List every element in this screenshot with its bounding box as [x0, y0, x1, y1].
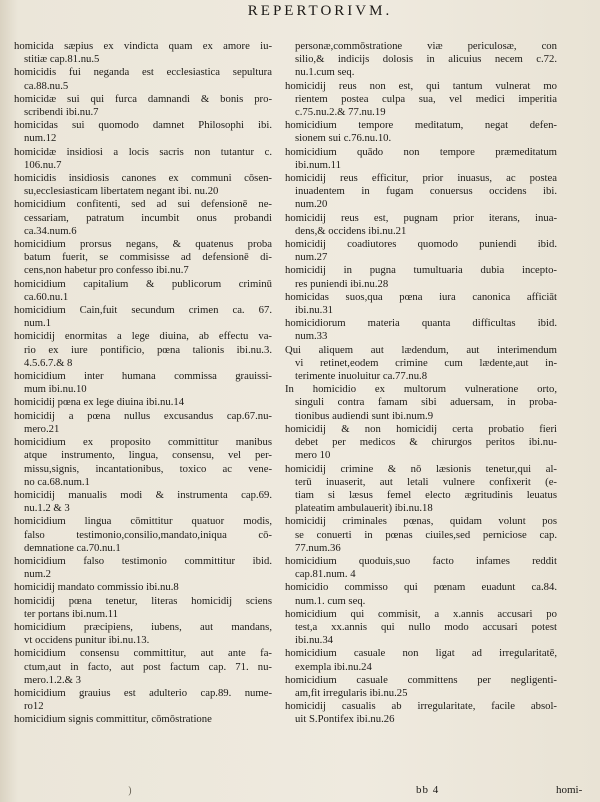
index-line: missu,signis, incantationibus, toxico ac vene- [24, 462, 272, 475]
index-line: num.1. cum seq. [295, 594, 366, 607]
index-line: mero 10 [295, 449, 331, 462]
running-header: REPERTORIVM. [247, 3, 393, 19]
index-line: falso testimonio,consilio,mandato,iniqua cō- [24, 528, 272, 541]
index-line: homicidium tempore meditatum, negat defen- [285, 119, 557, 132]
index-line: homicidio commisso qui pœnam euadunt ca.84. [285, 581, 557, 594]
index-line: debet per medicos & chirurgos peritos ibi.nu- [295, 436, 557, 449]
index-line: mum ibi.nu.10 [24, 383, 87, 396]
index-line: uit S.Pontifex ibi.nu.26 [295, 713, 395, 726]
index-line: ctum,aut in facto, aut post factum cap. 71. nu- [24, 660, 272, 673]
index-line: homicidij reus efficitur, prior inuasus, ac postea [285, 172, 557, 185]
index-line: silio,& indicijs dolosis in alicuius necem c.72. [295, 53, 557, 66]
index-line: homicidium capitalium & publicorum criminū [14, 277, 272, 290]
left-column [14, 40, 272, 727]
index-line: homicidium quoduis,suo facto infames reddit [285, 554, 557, 567]
index-line: ter portans ibi.num.11 [24, 607, 118, 620]
index-line: plateatim ambulauerit) ibi.nu.18 [295, 502, 433, 515]
index-line: homicidas sui quomodo damnet Philosophi ibi. [14, 119, 272, 132]
index-line: homicidium Cain,fuit secundum crimen ca. 67. [14, 304, 272, 317]
index-line: ibi.num.11 [295, 158, 341, 171]
index-line: terimente inuoluitur ca.77.nu.8 [295, 370, 428, 383]
index-line: vt occidens punitur ibi.nu.13. [24, 634, 150, 647]
index-line: inuadentem in fugam conuersus occidens ibi. [295, 185, 557, 198]
index-line: res puniendi ibi.nu.28 [295, 277, 389, 290]
index-line: homicidium lingua cōmittitur quatuor modis, [14, 515, 272, 528]
index-line: homicidæ sui qui furca damnandi & bonis pro- [14, 92, 272, 105]
index-line: cap.81.num. 4 [295, 568, 356, 581]
index-line: personæ,commōstratione viæ periculosæ, con [295, 40, 557, 52]
index-line: ca.60.nu.1 [24, 290, 69, 303]
index-line: singuli contra famam sibi aduersam, in proba- [295, 396, 557, 409]
index-line: num.2 [24, 568, 52, 581]
index-line: In homicidio ex multorum vulneratione orto, [285, 383, 557, 396]
index-line: homicidium prorsus negans, & quatenus proba [14, 238, 272, 251]
index-line: homicidium grauius est adulterio cap.89. nume- [14, 686, 272, 699]
index-line: homicidij casualis ab irregularitate, facile absol- [285, 700, 557, 713]
index-line: homicidij reus non est, qui tantum vulnerat mo [285, 79, 557, 92]
index-line: homicidij a pœna nullus excusandus cap.67.nu- [14, 409, 272, 422]
index-line: tiam si læsus femel electo ægritudinis leuatus [295, 488, 557, 501]
margin-mark: ) [128, 786, 132, 797]
right-column [285, 40, 557, 727]
index-line: homicidij mandato commissio ibi.nu.8 [14, 581, 179, 594]
index-line: num.20 [295, 198, 328, 211]
index-line: dens,& occidens ibi.nu.21 [295, 224, 407, 237]
index-line: homicidij coadiutores quomodo puniendi ibid. [285, 238, 557, 251]
index-line: su,ecclesiasticam libertatem negant ibi. nu.20 [24, 185, 219, 198]
index-line: exempla ibi.nu.24 [295, 660, 372, 673]
index-line: no ca.68.num.1 [24, 475, 90, 488]
index-line: num.1 [24, 317, 52, 330]
index-line: ca.88.nu.5 [24, 79, 69, 92]
index-line: homicidium consensu committitur, aut ante fa- [14, 647, 272, 660]
index-line: scribendi ibi.nu.7 [24, 106, 99, 119]
index-line: cessariam, patratum incumbit onus probandi [24, 211, 272, 224]
index-line: homicidas suos,qua pœna iura canonica afficiāt [285, 290, 557, 303]
index-line: homicidæ insidiosi a locis sacris non tutantur c. [14, 145, 272, 158]
index-line: nu.1.2 & 3 [24, 502, 70, 515]
index-line: ibi.nu.34 [295, 634, 334, 647]
index-line: homicidium qui commisit, a x.annis accusari po [285, 607, 557, 620]
index-line: homicidij & non homicidij certa probatio fieri [285, 422, 557, 435]
index-line: mero.1.2.& 3 [24, 673, 81, 686]
index-line: homicidis fui neganda est ecclesiastica sepultura [14, 66, 272, 79]
signature-mark: bb 4 [416, 784, 440, 796]
index-line: tionibus audiendi sunt ibi.num.9 [295, 409, 434, 422]
index-line: homicidium ex proposito committitur manibus [14, 436, 272, 449]
index-line: sionem sui c.76.nu.10. [295, 132, 392, 145]
index-line: vi retinet,eodem crimine cum lædente,aut in- [295, 356, 557, 369]
index-line: cens,non habetur pro confesso ibi.nu.7 [24, 264, 189, 277]
index-line: ca.34.num.6 [24, 224, 77, 237]
index-line: num.33 [295, 330, 328, 343]
index-line: demnatione ca.70.nu.1 [24, 541, 121, 554]
index-line: homicidium inter humana commissa grauissi- [14, 370, 272, 383]
catchword: homi- [556, 784, 583, 796]
index-line: homicidij crimine & nō læsionis tenetur,qui al- [285, 462, 557, 475]
index-line: num.12 [24, 132, 57, 145]
index-line: rientem postea culpa sua, vel medici imperitia [295, 92, 557, 105]
index-line: test,a xx.annis qui nullo modo accusari potest [295, 620, 557, 633]
index-line: homicidij criminales pœnas, quidam volunt pos [285, 515, 557, 528]
index-line: c.75.nu.2.& 77.nu.19 [295, 106, 386, 119]
index-line: homicidij manualis modi & instrumenta cap.69. [14, 488, 272, 501]
index-line: ibi.nu.31 [295, 304, 334, 317]
index-line: homicida sæpius ex vindicta quam ex amore iu- [14, 40, 272, 52]
index-line: Qui aliquem aut lædendum, aut interimendum [285, 343, 557, 356]
index-line: 106.nu.7 [24, 158, 62, 171]
index-line: 4.5.6.7.& 8 [24, 356, 73, 369]
index-line: homicidij pœna ex lege diuina ibi.nu.14 [14, 396, 185, 409]
index-line: am,fit irregularis ibi.nu.25 [295, 686, 408, 699]
index-line: homicidium confitenti, sed ad sui defensionē ne- [14, 198, 272, 211]
index-line: homicidij reus est, pugnam prior iterans, inua- [285, 211, 557, 224]
index-line: 77.num.36 [295, 541, 341, 554]
index-line: atque instrumento, lingua, consensu, vel per- [24, 449, 272, 462]
index-line: terū inuaserit, aut letali vulnere confixerit (e- [295, 475, 557, 488]
index-line: batum fuerit, se commisisse ad defensionē di- [24, 251, 272, 264]
index-line: homicidij in pugna tumultuaria dubia incepto- [285, 264, 557, 277]
index-line: homicidij enormitas a lege diuina, ab effectu va- [14, 330, 272, 343]
index-line: homicidiorum materia quanta difficultas ibid. [285, 317, 557, 330]
index-line: homicidium casuale committens per negligenti- [285, 673, 557, 686]
index-line: ro12 [24, 700, 44, 713]
index-line: mero.21 [24, 422, 60, 435]
index-line: homicidis insidiosis canones ex communi cōsen- [14, 172, 272, 185]
index-line: nu.1.cum seq. [295, 66, 355, 79]
index-line: homicidium falso testimonio committitur ibid. [14, 554, 272, 567]
index-line: homicidium quādo non tempore præmeditatum [285, 145, 557, 158]
index-line: homicidium casuale non ligat ad irregularitatē, [285, 647, 557, 660]
index-line: stitiæ cap.81.nu.5 [24, 53, 100, 66]
index-line: num.27 [295, 251, 328, 264]
index-line: rio ex iure pontificio, pœna talionis ibi.nu.3. [24, 343, 272, 356]
index-line: homicidium præcipiens, iubens, aut mandans, [14, 620, 272, 633]
index-line: homicidium signis committitur, cōmōstratione [14, 713, 212, 726]
index-line: se conuerti in pœnas ciuiles,sed perniciose cap. [295, 528, 557, 541]
index-line: homicidij pœna tenetur, literas homicidij sciens [14, 594, 272, 607]
